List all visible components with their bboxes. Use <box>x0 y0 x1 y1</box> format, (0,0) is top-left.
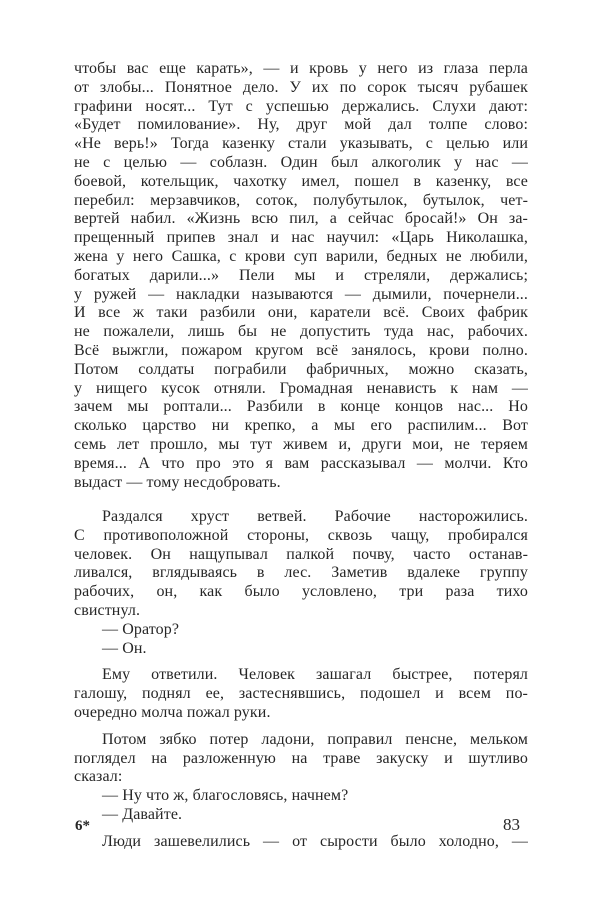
text-line: жена у него Сашка, с крови суп варили, бедных не любили, <box>74 247 528 265</box>
text-line: боевой, котельщик, чахотку имел, пошел в казенку, все <box>74 172 528 190</box>
text-line: не с целью — соблазн. Один был алкоголик у нас — <box>74 153 528 171</box>
text-line: богатых дарили...» Пели мы и стреляли, держались; <box>74 266 528 284</box>
dialog-line: — Давайте. <box>102 805 183 823</box>
text-line: чтобы вас еще карать», — и кровь у него из глаза перла <box>74 60 528 77</box>
text-line: перебил: мерзавчиков, соток, полубутылок, бутылок, чет- <box>74 191 528 209</box>
paragraph-monologue <box>74 60 528 492</box>
text-line: сказал: <box>74 768 123 786</box>
text-line: семь лет прошло, мы тут живем и, други мои, не теряем <box>74 435 528 453</box>
dialog-line: — Ну что ж, благословясь, начнем? <box>102 787 349 805</box>
dialog-line: — Он. <box>102 639 147 657</box>
text-line: Ему ответили. Человек зашагал быстрее, потерял <box>102 666 528 684</box>
text-line: И все ж таки разбили они, каратели всё. Своих фабрик <box>74 304 528 322</box>
text-line: зачем мы роптали... Разбили в конце концов нас... Но <box>74 398 528 416</box>
text-line: выдаст — тому несдобровать. <box>74 473 281 491</box>
text-line: от злобы... Понятное дело. У их по сорок тысяч рубашек <box>74 78 528 96</box>
text-line: время... А что про это я вам рассказывал — молчи. Кто <box>74 454 528 472</box>
text-line: Потом зябко потер ладони, поправил пенсне, мельком <box>102 730 528 748</box>
text-line: у нищего кусок отняли. Громадная ненависть к нам — <box>74 379 528 397</box>
text-line: Раздался хруст ветвей. Рабочие насторожились. <box>102 508 528 525</box>
text-line: у ружей — накладки называются — дымили, почернели... <box>74 285 528 303</box>
text-line: Потом солдаты пограбили фабричных, можно сказать, <box>74 360 528 378</box>
text-line: галошу, поднял ее, застеснявшись, подошел и всем по- <box>74 685 528 703</box>
text-line: не пожалели, лишь бы не допустить туда нас, рабочих. <box>74 323 528 341</box>
text-line: графини носят... Тут с успешью держались. Слухи дают: <box>74 97 528 115</box>
text-line: вертей набил. «Жизнь всю пил, а сейчас бросай!» Он за- <box>74 210 528 228</box>
text-line: сколько царство ни крепко, а мы его распилим... Вот <box>74 417 528 435</box>
text-line: прещенный припев знал и нас научил: «Царь Николашка, <box>74 229 528 247</box>
text-line: «Не верь!» Тогда казенку стали указывать, с целью или <box>74 135 528 153</box>
text-line: человек. Он нащупывал палкой почву, часто останав- <box>74 545 528 563</box>
dialog-line: — Оратор? <box>102 620 180 638</box>
narrative-section <box>74 508 528 852</box>
text-line: «Будет помилование». Ну, друг мой дал толпе слово: <box>74 116 528 134</box>
text-line: Всё выжгли, пожаром кругом всё занялось, крови полно. <box>74 341 528 359</box>
text-line: свистнул. <box>74 601 141 619</box>
paragraph-answer <box>74 666 528 722</box>
paragraph-pince-nez <box>74 731 528 787</box>
text-line: Люди зашевелились — от сырости было холодно, — <box>102 832 528 850</box>
page-number: 83 <box>503 815 520 834</box>
text-line: С противоположной стороны, сквозь чащу, пробирался <box>74 526 528 544</box>
text-line: ливался, вглядываясь в лес. Заметив вдалеке группу <box>74 564 528 582</box>
text-line: рабочих, он, как было условлено, три раза тихо <box>74 583 528 601</box>
signature-mark: 6* <box>75 818 90 834</box>
paragraph-rustle <box>74 508 528 621</box>
text-line: очередно молча пожал руки. <box>74 703 271 721</box>
text-line: поглядел на разложенную на траве закуску и шутливо <box>74 749 528 767</box>
